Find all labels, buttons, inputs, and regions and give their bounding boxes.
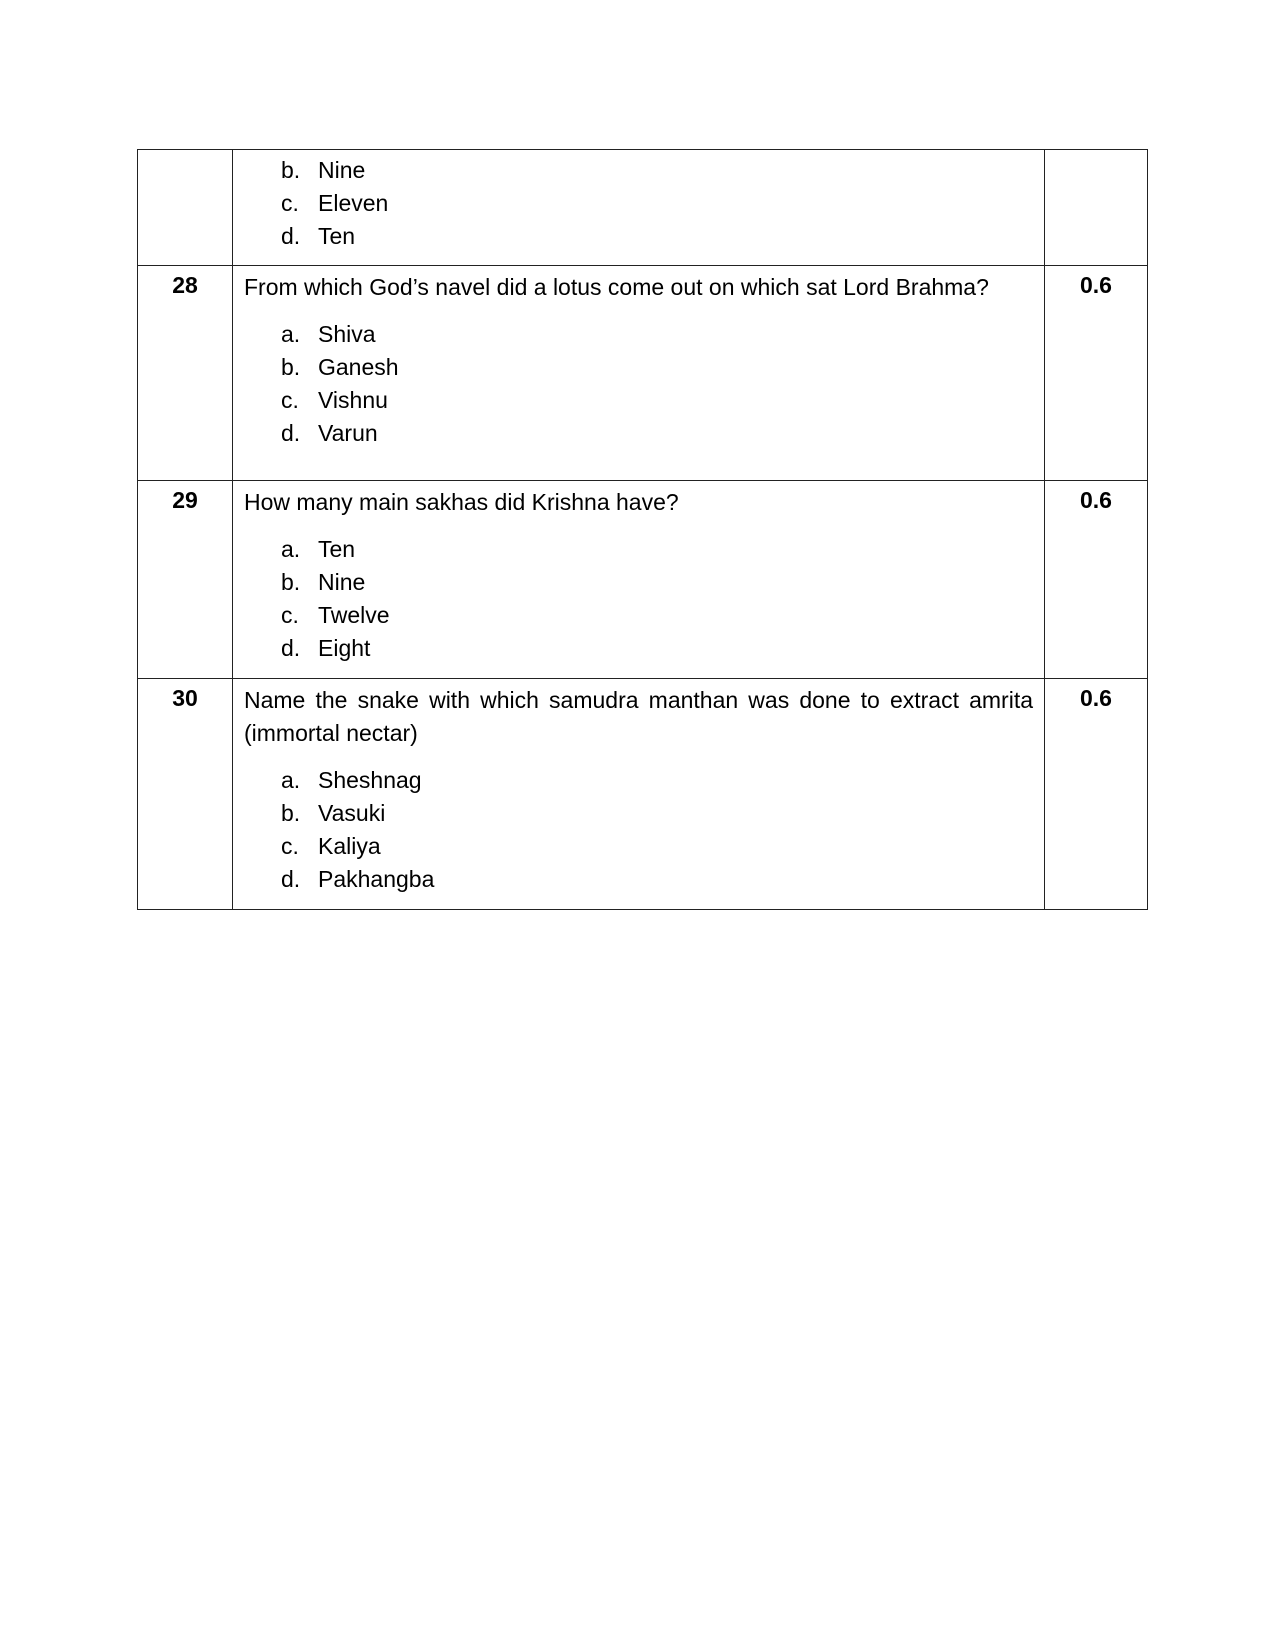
option-text: Ten <box>318 536 356 562</box>
option-letter: d. <box>281 866 301 892</box>
option-text: Pakhangba <box>318 866 435 892</box>
option-letter: b. <box>281 800 301 826</box>
option-text: Kaliya <box>318 833 381 859</box>
marks-cell <box>1045 481 1148 679</box>
option-letter: b. <box>281 569 301 595</box>
option-text: Shiva <box>318 321 376 347</box>
question-text: How many main sakhas did Krishna have? <box>244 489 679 515</box>
marks-value: 0.6 <box>1080 487 1112 513</box>
option-item <box>281 797 1033 830</box>
marks-cell <box>1045 266 1148 481</box>
option-item <box>281 384 1033 417</box>
option-letter: c. <box>281 833 299 859</box>
option-item <box>281 764 1033 797</box>
option-text: Nine <box>318 569 366 595</box>
option-item <box>281 533 1033 566</box>
question-table <box>137 149 1148 910</box>
question-number: 30 <box>172 685 198 711</box>
question-text: Name the snake with which samudra manthan was done to extract amrita (immortal nectar) <box>244 687 1033 746</box>
option-text: Nine <box>318 157 366 183</box>
question-number-cell <box>138 679 233 910</box>
marks-value <box>1045 150 1147 155</box>
question-cell <box>233 266 1045 481</box>
option-item <box>281 154 1033 187</box>
question-cell <box>233 481 1045 679</box>
options-list <box>244 533 1033 665</box>
question-number-cell <box>138 150 233 266</box>
option-letter: c. <box>281 387 299 413</box>
option-letter: c. <box>281 602 299 628</box>
marks-value: 0.6 <box>1080 272 1112 298</box>
option-letter: c. <box>281 190 299 216</box>
option-letter: a. <box>281 321 301 347</box>
option-text: Vasuki <box>318 800 386 826</box>
question-number: 28 <box>172 272 198 298</box>
question-row-28 <box>138 266 1148 481</box>
option-text: Eight <box>318 635 371 661</box>
option-item <box>281 417 1033 450</box>
marks-cell <box>1045 679 1148 910</box>
option-item <box>281 351 1033 384</box>
option-letter: d. <box>281 635 301 661</box>
marks-value: 0.6 <box>1080 685 1112 711</box>
option-text: Sheshnag <box>318 767 422 793</box>
option-letter: b. <box>281 354 301 380</box>
option-item <box>281 599 1033 632</box>
option-item <box>281 632 1033 665</box>
option-item <box>281 863 1033 896</box>
question-row-continued <box>138 150 1148 266</box>
options-list <box>244 318 1033 450</box>
option-item <box>281 566 1033 599</box>
option-text: Varun <box>318 420 378 446</box>
option-text: Ganesh <box>318 354 399 380</box>
question-cell <box>233 679 1045 910</box>
question-row-29 <box>138 481 1148 679</box>
option-item <box>281 187 1033 220</box>
question-number-cell <box>138 481 233 679</box>
option-text: Eleven <box>318 190 389 216</box>
options-list <box>244 154 1033 253</box>
question-cell <box>233 150 1045 266</box>
option-item <box>281 830 1033 863</box>
option-letter: d. <box>281 420 301 446</box>
option-letter: d. <box>281 223 301 249</box>
option-text: Twelve <box>318 602 390 628</box>
option-text: Vishnu <box>318 387 388 413</box>
option-text: Ten <box>318 223 356 249</box>
question-number-cell <box>138 266 233 481</box>
option-item <box>281 220 1033 253</box>
options-list <box>244 764 1033 896</box>
question-number <box>138 150 232 155</box>
option-item <box>281 318 1033 351</box>
marks-cell <box>1045 150 1148 266</box>
question-number: 29 <box>172 487 198 513</box>
question-row-30 <box>138 679 1148 910</box>
option-letter: a. <box>281 536 301 562</box>
option-letter: b. <box>281 157 301 183</box>
option-letter: a. <box>281 767 301 793</box>
question-text: From which God’s navel did a lotus come out on which sat Lord Brahma? <box>244 274 989 300</box>
